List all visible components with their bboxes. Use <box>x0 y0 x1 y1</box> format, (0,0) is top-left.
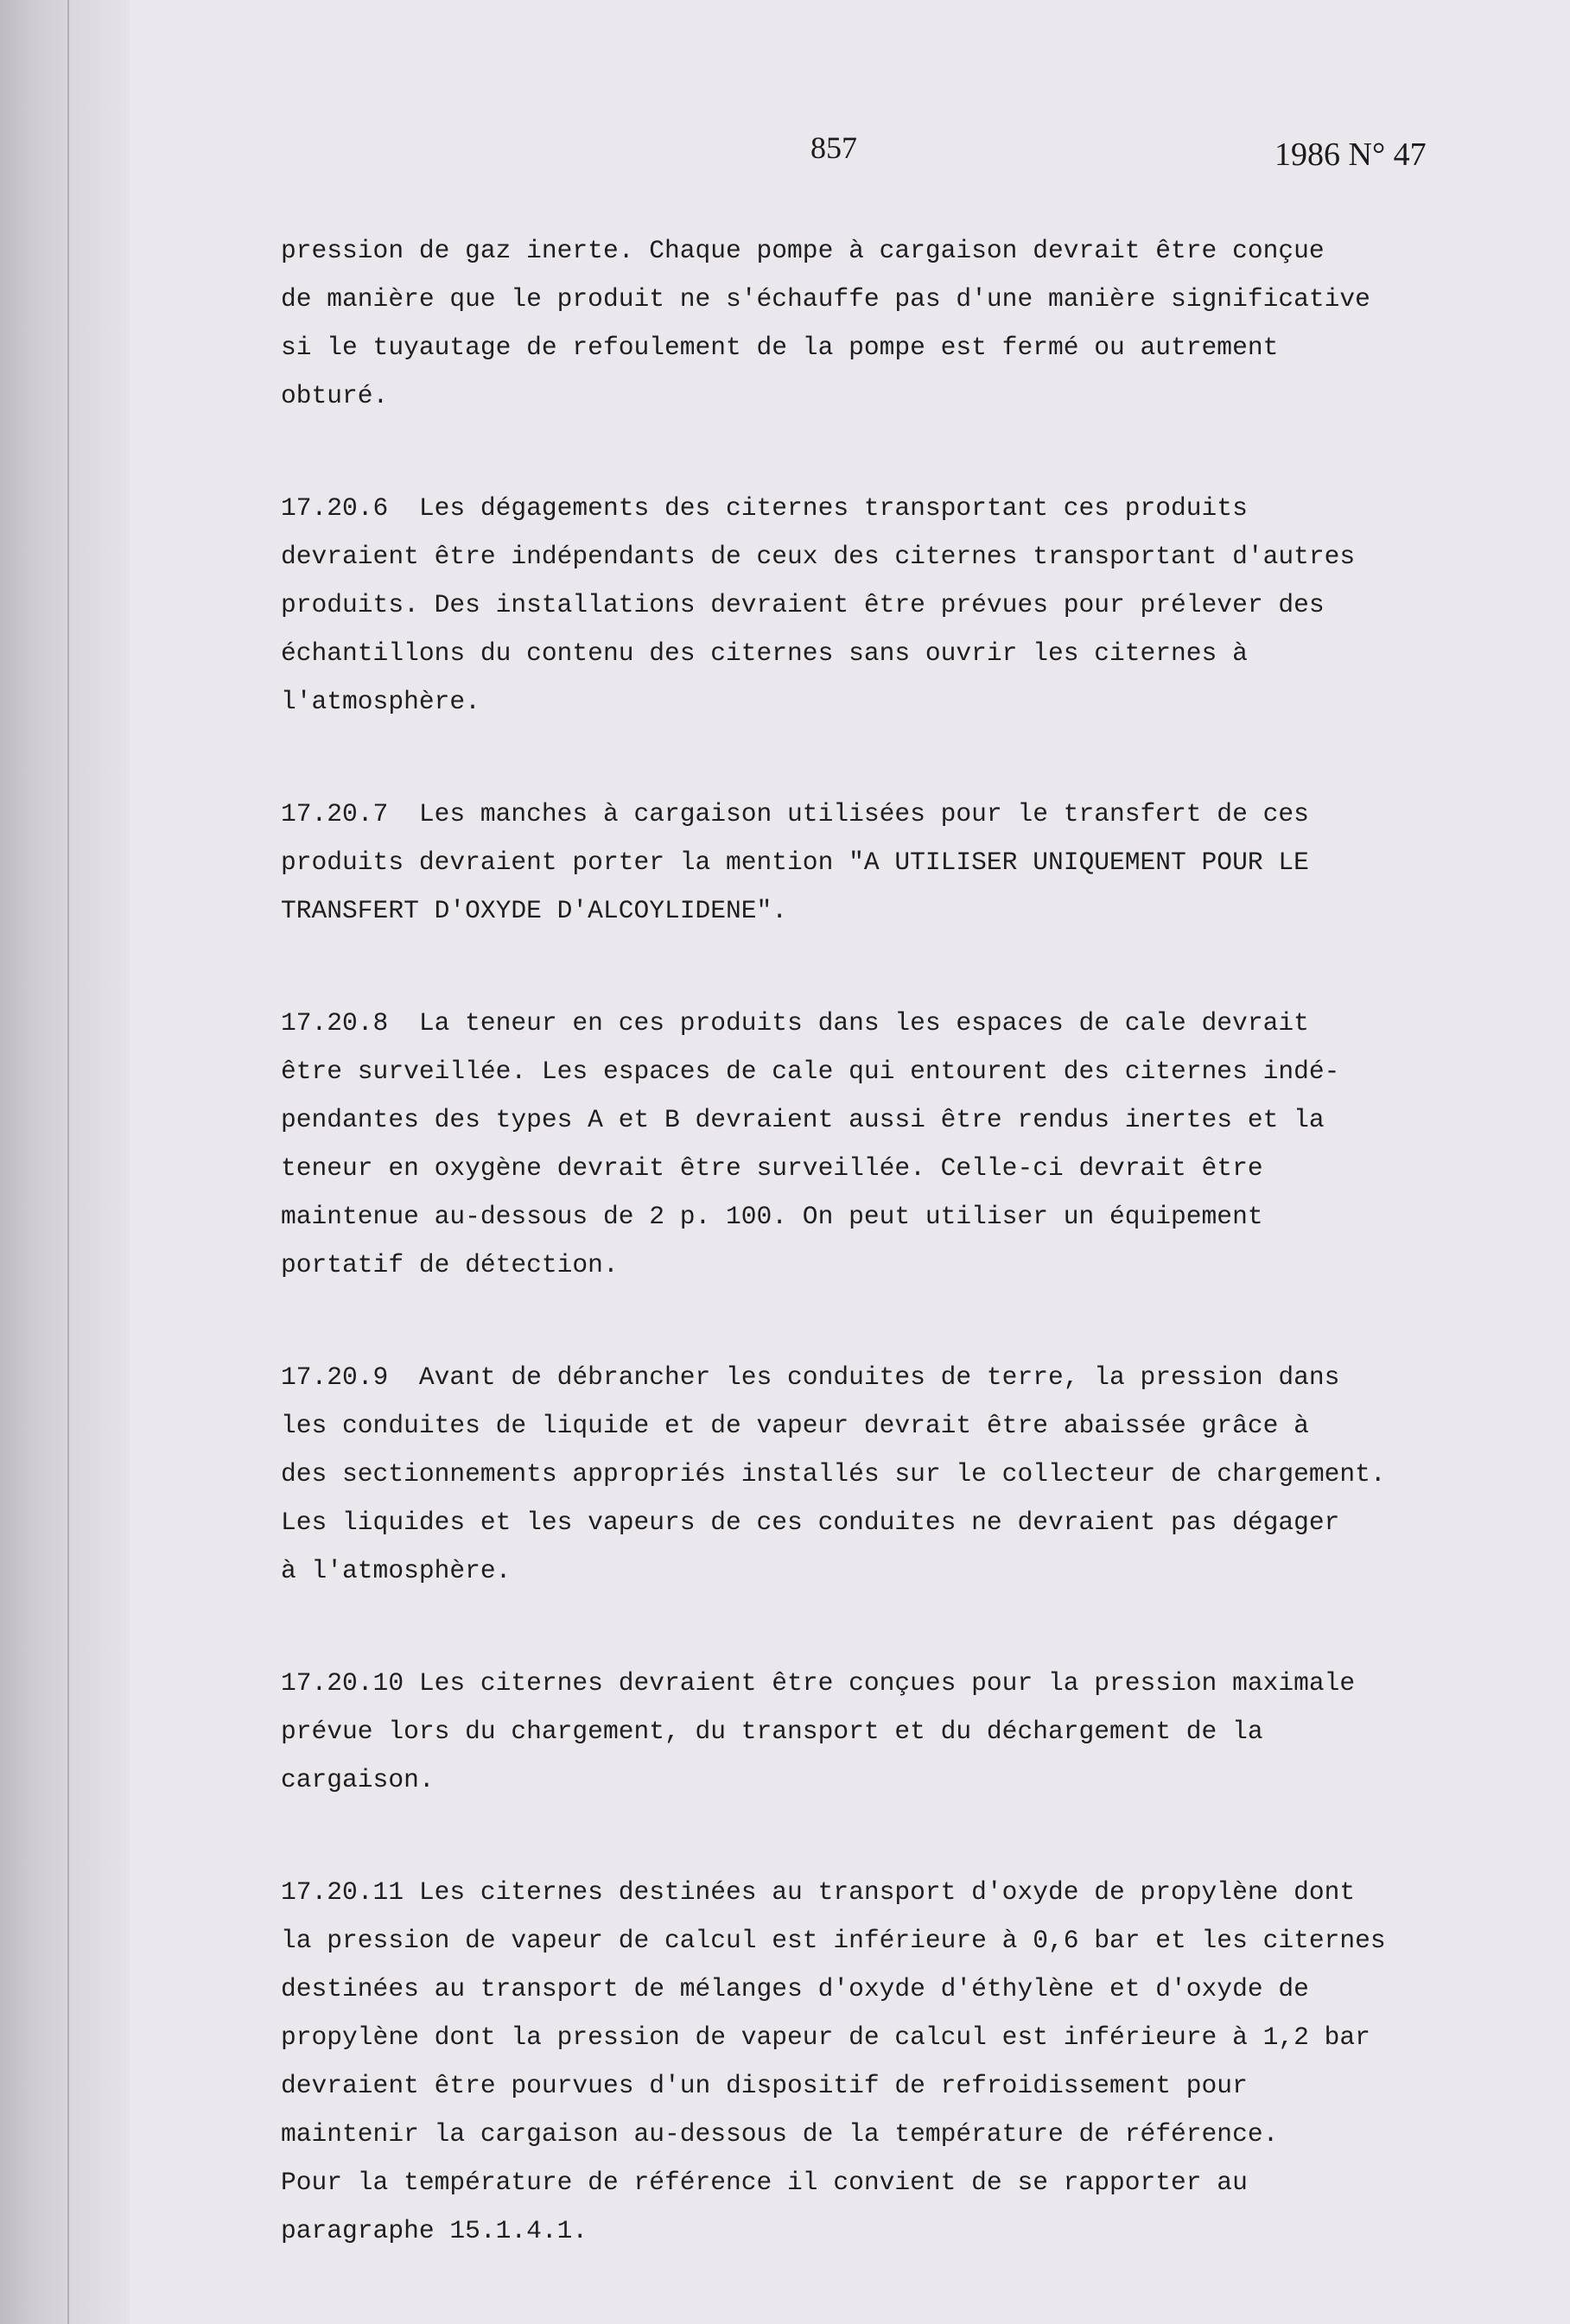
text-line: des sectionnements appropriés installés sur le collecteur de chargement. <box>281 1459 1386 1489</box>
text-line: devraient être indépendants de ceux des citernes transportant d'autres <box>281 542 1356 571</box>
paragraph-gap <box>281 935 1439 999</box>
gutter-fold <box>67 0 69 2324</box>
text-line: teneur en oxygène devrait être surveillée. Celle-ci devrait être <box>281 1153 1263 1183</box>
paragraph-gap <box>281 1804 1439 1868</box>
document-body <box>281 226 1439 2255</box>
paragraph-17-20-11 <box>281 1868 1439 2255</box>
paragraph <box>281 226 1439 420</box>
paragraph-17-20-6 <box>281 484 1439 726</box>
text-line: maintenir la cargaison au-dessous de la température de référence. <box>281 2119 1279 2149</box>
text-line: produits devraient porter la mention "A UTILISER UNIQUEMENT POUR LE <box>281 848 1309 877</box>
text-line: si le tuyautage de refoulement de la pompe est fermé ou autrement <box>281 333 1279 362</box>
text-line: pression de gaz inerte. Chaque pompe à cargaison devrait être conçue <box>281 236 1325 265</box>
paragraph-gap <box>281 420 1439 484</box>
book-gutter <box>0 0 130 2324</box>
text-line: maintenue au-dessous de 2 p. 100. On peut utiliser un équipement <box>281 1202 1263 1231</box>
paragraph-17-20-8 <box>281 999 1439 1289</box>
text-line: 17.20.6 Les dégagements des citernes transportant ces produits <box>281 493 1248 523</box>
text-line: les conduites de liquide et de vapeur devrait être abaissée grâce à <box>281 1411 1309 1440</box>
text-line: obturé. <box>281 381 389 410</box>
text-line: prévue lors du chargement, du transport et du déchargement de la <box>281 1717 1263 1746</box>
text-line: Pour la température de référence il convient de se rapporter au <box>281 2168 1248 2197</box>
text-line: être surveillée. Les espaces de cale qui entourent des citernes indé- <box>281 1057 1340 1086</box>
text-line: 17.20.7 Les manches à cargaison utilisées pour le transfert de ces <box>281 799 1309 829</box>
text-line: portatif de détection. <box>281 1250 619 1279</box>
paragraph-17-20-7 <box>281 790 1439 935</box>
text-line: à l'atmosphère. <box>281 1556 512 1585</box>
text-line: l'atmosphère. <box>281 687 480 716</box>
paragraph-17-20-9 <box>281 1353 1439 1595</box>
text-line: cargaison. <box>281 1765 435 1794</box>
document-reference: 1986 N° 47 <box>1274 137 1427 173</box>
text-line: TRANSFERT D'OXYDE D'ALCOYLIDENE". <box>281 896 788 925</box>
page-number: 857 <box>810 130 857 165</box>
text-line: paragraphe 15.1.4.1. <box>281 2216 588 2245</box>
text-line: pendantes des types A et B devraient aussi être rendus inertes et la <box>281 1105 1325 1134</box>
text-line: 17.20.10 Les citernes devraient être conçues pour la pression maximale <box>281 1668 1356 1698</box>
text-line: devraient être pourvues d'un dispositif de refroidissement pour <box>281 2071 1248 2100</box>
text-line: la pression de vapeur de calcul est inférieure à 0,6 bar et les citernes <box>281 1926 1386 1955</box>
text-line: Les liquides et les vapeurs de ces conduites ne devraient pas dégager <box>281 1508 1340 1537</box>
paragraph-gap <box>281 1289 1439 1353</box>
paragraph-gap <box>281 726 1439 790</box>
text-line: 17.20.8 La teneur en ces produits dans les espaces de cale devrait <box>281 1008 1309 1038</box>
paragraph-17-20-10 <box>281 1659 1439 1804</box>
text-line: 17.20.11 Les citernes destinées au transport d'oxyde de propylène dont <box>281 1877 1356 1907</box>
text-line: échantillons du contenu des citernes sans ouvrir les citernes à <box>281 638 1248 668</box>
text-line: destinées au transport de mélanges d'oxyde d'éthylène et d'oxyde de <box>281 1974 1309 2003</box>
text-line: propylène dont la pression de vapeur de calcul est inférieure à 1,2 bar <box>281 2022 1370 2052</box>
text-line: de manière que le produit ne s'échauffe pas d'une manière significative <box>281 284 1370 314</box>
paragraph-gap <box>281 1595 1439 1659</box>
text-line: produits. Des installations devraient être prévues pour prélever des <box>281 590 1325 619</box>
text-line: 17.20.9 Avant de débrancher les conduites de terre, la pression dans <box>281 1362 1340 1392</box>
